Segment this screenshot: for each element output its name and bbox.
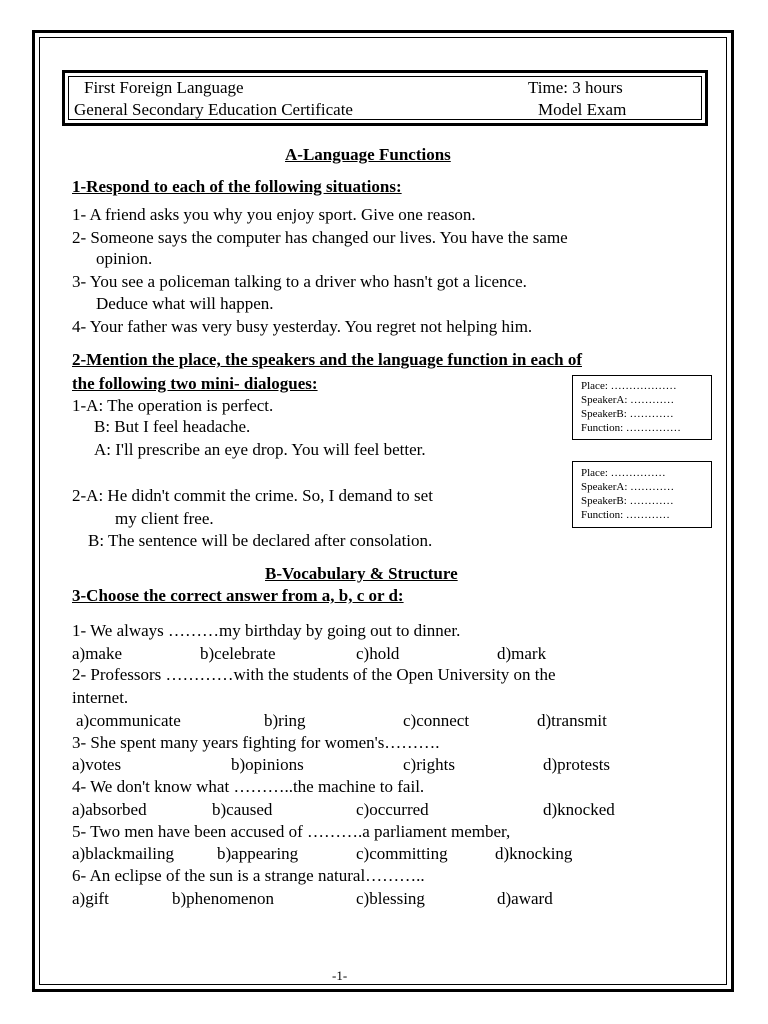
mcq-stem-cont: internet. (72, 688, 129, 707)
box2-speaker-b: SpeakerB: ………… (581, 495, 674, 507)
header-exam-type: Model Exam (538, 100, 627, 119)
mcq-option: a)absorbed (72, 800, 147, 819)
mcq-stem: 1- We always ………my birthday by going out to dinner. (72, 621, 461, 640)
box1-function: Function: …………… (581, 422, 681, 434)
mcq-option: c)blessing (356, 889, 425, 908)
mcq-option: b)celebrate (200, 644, 276, 663)
box1-place: Place: ……………… (581, 380, 677, 392)
dialogue-1-line: B: But I feel headache. (94, 417, 251, 436)
dialogue-1-line: 1-A: The operation is perfect. (72, 396, 274, 415)
mcq-option: b)ring (264, 711, 306, 730)
mcq-option: b)phenomenon (172, 889, 274, 908)
q1-line: 1- A friend asks you why you enjoy sport. Give one reason. (72, 205, 476, 224)
q1-line: Deduce what will happen. (96, 294, 274, 313)
mcq-stem: 6- An eclipse of the sun is a strange natural……….. (72, 866, 425, 885)
mcq-option: d)knocking (495, 844, 573, 863)
q1-line: 2- Someone says the computer has changed our lives. You have the same (72, 228, 568, 247)
mcq-stem: 3- She spent many years fighting for women's………. (72, 733, 440, 752)
section-b-title: B-Vocabulary & Structure (265, 564, 458, 583)
mcq-option: c)connect (403, 711, 470, 730)
mcq-option: c)rights (403, 755, 455, 774)
dialogue-1-line: A: I'll prescribe an eye drop. You will feel better. (94, 440, 426, 459)
box1-speaker-a: SpeakerA: ………… (581, 394, 675, 406)
question-2-title-cont: the following two mini- dialogues: (72, 374, 318, 393)
question-2-title: 2-Mention the place, the speakers and the language function in each of (72, 350, 582, 369)
section-a-title: A-Language Functions (285, 145, 451, 164)
box2-place: Place: …………… (581, 467, 666, 479)
dialogue-2-line: 2-A: He didn't commit the crime. So, I demand to set (72, 486, 433, 505)
question-1-title: 1-Respond to each of the following situations: (72, 177, 402, 196)
q1-line: opinion. (96, 249, 153, 268)
mcq-option: c)occurred (356, 800, 429, 819)
mcq-option: b)appearing (217, 844, 299, 863)
question-3-title: 3-Choose the correct answer from a, b, c or d: (72, 586, 404, 605)
mcq-stem: 5- Two men have been accused of ……….a parliament member, (72, 822, 511, 841)
mcq-option: a)votes (72, 755, 122, 774)
header-subject: First Foreign Language (84, 78, 244, 97)
mcq-option: d)award (497, 889, 553, 908)
mcq-stem: 4- We don't know what ………..the machine to fail. (72, 777, 425, 796)
mcq-option: a)communicate (76, 711, 181, 730)
mcq-option: b)caused (212, 800, 273, 819)
mcq-stem: 2- Professors …………with the students of the Open University on the (72, 665, 556, 684)
dialogue-2-line: my client free. (115, 509, 214, 528)
mcq-option: c)hold (356, 644, 400, 663)
mcq-option: d)transmit (537, 711, 607, 730)
mcq-option: a)make (72, 644, 123, 663)
mcq-option: d)knocked (543, 800, 615, 819)
mcq-option: d)protests (543, 755, 611, 774)
mcq-option: c)committing (356, 844, 448, 863)
box2-speaker-a: SpeakerA: ………… (581, 481, 675, 493)
mcq-option: b)opinions (231, 755, 304, 774)
q1-line: 3- You see a policeman talking to a driver who hasn't got a licence. (72, 272, 527, 291)
mcq-option: a)blackmailing (72, 844, 174, 863)
q1-line: 4- Your father was very busy yesterday. You regret not helping him. (72, 317, 533, 336)
mcq-option: d)mark (497, 644, 547, 663)
page-number: -1- (332, 968, 348, 983)
box2-function: Function: ………… (581, 509, 670, 521)
mcq-option: a)gift (72, 889, 109, 908)
header-certificate: General Secondary Education Certificate (74, 100, 353, 119)
box1-speaker-b: SpeakerB: ………… (581, 408, 674, 420)
header-time: Time: 3 hours (528, 78, 623, 97)
dialogue-2-line: B: The sentence will be declared after consolation. (88, 531, 433, 550)
